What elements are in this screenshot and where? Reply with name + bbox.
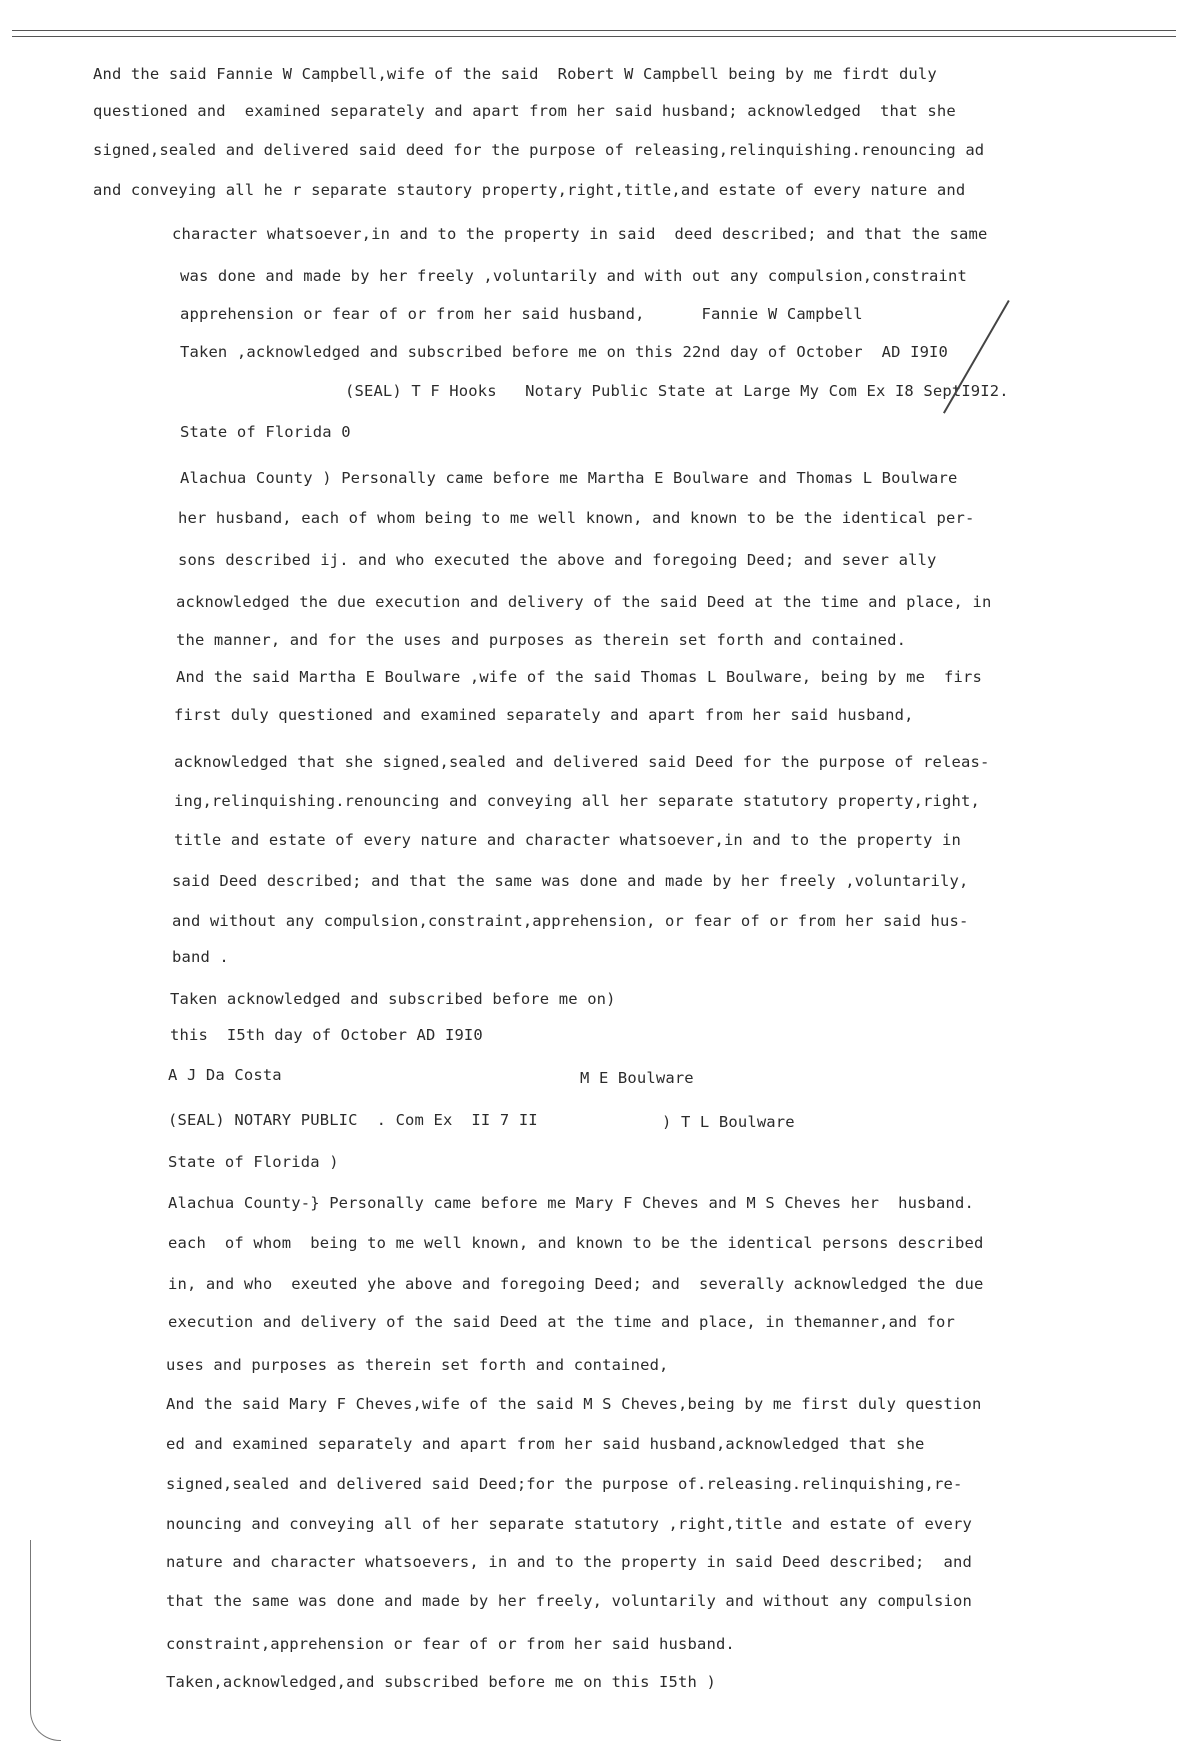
text-line: Alachua County-} Personally came before me Mary F Cheves and M S Cheves her husband. [168,1194,974,1212]
text-line: Taken acknowledged and subscribed before me on) [170,990,616,1008]
text-line: in, and who exeuted yhe above and foregoing Deed; and severally acknowledged the due [168,1275,984,1293]
text-line: uses and purposes as therein set forth and contained, [166,1356,669,1374]
text-line: ed and examined separately and apart from her said husband,acknowledged that she [166,1435,925,1453]
text-line: And the said Mary F Cheves,wife of the said M S Cheves,being by me first duly question [166,1395,982,1413]
text-line: Taken,acknowledged,and subscribed before me on this I5th ) [166,1673,716,1691]
text-line: acknowledged that she signed,sealed and delivered said Deed for the purpose of releas- [174,753,990,771]
text-line: sons described ij. and who executed the above and foregoing Deed; and sever ally [178,551,937,569]
page-corner-edge [30,1540,61,1741]
text-line: was done and made by her freely ,voluntarily and with out any compulsion,constraint [180,267,967,285]
text-line: And the said Fannie W Campbell,wife of the said Robert W Campbell being by me firdt duly [93,65,937,83]
text-line: first duly questioned and examined separately and apart from her said husband, [174,706,914,724]
text-line: that the same was done and made by her freely, voluntarily and without any compulsion [166,1592,972,1610]
text-line: said Deed described; and that the same was done and made by her freely ,voluntarily, [172,872,969,890]
text-line: State of Florida ) [168,1153,339,1171]
text-line: and without any compulsion,constraint,apprehension, or fear of or from her said hus- [172,912,969,930]
text-line: questioned and examined separately and apart from her said husband; acknowledged that she [93,102,956,120]
text-line: and conveying all he r separate stautory property,right,title,and estate of every nature and [93,181,966,199]
text-line: this I5th day of October AD I9I0 [170,1026,483,1044]
text-line: band . [172,948,229,966]
top-rule [12,30,1176,31]
text-line: character whatsoever,in and to the property in said deed described; and that the same [172,225,988,243]
text-line: acknowledged the due execution and delivery of the said Deed at the time and place, in [176,593,992,611]
text-line: signed,sealed and delivered said deed for the purpose of releasing,relinquishing.renouncing ad [93,141,985,159]
text-line: ing,relinquishing.renouncing and conveying all her separate statutory property,right, [174,792,980,810]
text-line: (SEAL) T F Hooks Notary Public State at Large My Com Ex I8 SeptI9I2. [345,382,1009,400]
text-line: execution and delivery of the said Deed at the time and place, in themanner,and for [168,1313,955,1331]
text-line: nature and character whatsoevers, in and to the property in said Deed described; and [166,1553,972,1571]
top-rule-2 [12,36,1176,37]
text-line: State of Florida 0 [180,423,351,441]
text-line: each of whom being to me well known, and known to be the identical persons described [168,1234,984,1252]
text-line: title and estate of every nature and character whatsoever,in and to the property in [174,831,961,849]
text-line: signed,sealed and delivered said Deed;for the purpose of.releasing.relinquishing,re- [166,1475,963,1493]
text-line: her husband, each of whom being to me well known, and known to be the identical per- [178,509,975,527]
text-line: nouncing and conveying all of her separate statutory ,right,title and estate of every [166,1515,972,1533]
signature-notary-name: A J Da Costa [168,1066,282,1084]
signature-m-e-boulware: M E Boulware [580,1069,694,1087]
text-line: Alachua County ) Personally came before me Martha E Boulware and Thomas L Boulware [180,469,958,487]
text-line: Taken ,acknowledged and subscribed before me on this 22nd day of October AD I9I0 [180,343,949,361]
signature-t-l-boulware: ) T L Boulware [662,1113,795,1131]
notary-seal-line: (SEAL) NOTARY PUBLIC . Com Ex II 7 II [168,1111,538,1129]
text-line: apprehension or fear of or from her said husband, Fannie W Campbell [180,305,863,323]
text-line: And the said Martha E Boulware ,wife of the said Thomas L Boulware, being by me firs [176,668,982,686]
text-line: constraint,apprehension or fear of or from her said husband. [166,1635,735,1653]
text-line: the manner, and for the uses and purposes as therein set forth and contained. [176,631,907,649]
